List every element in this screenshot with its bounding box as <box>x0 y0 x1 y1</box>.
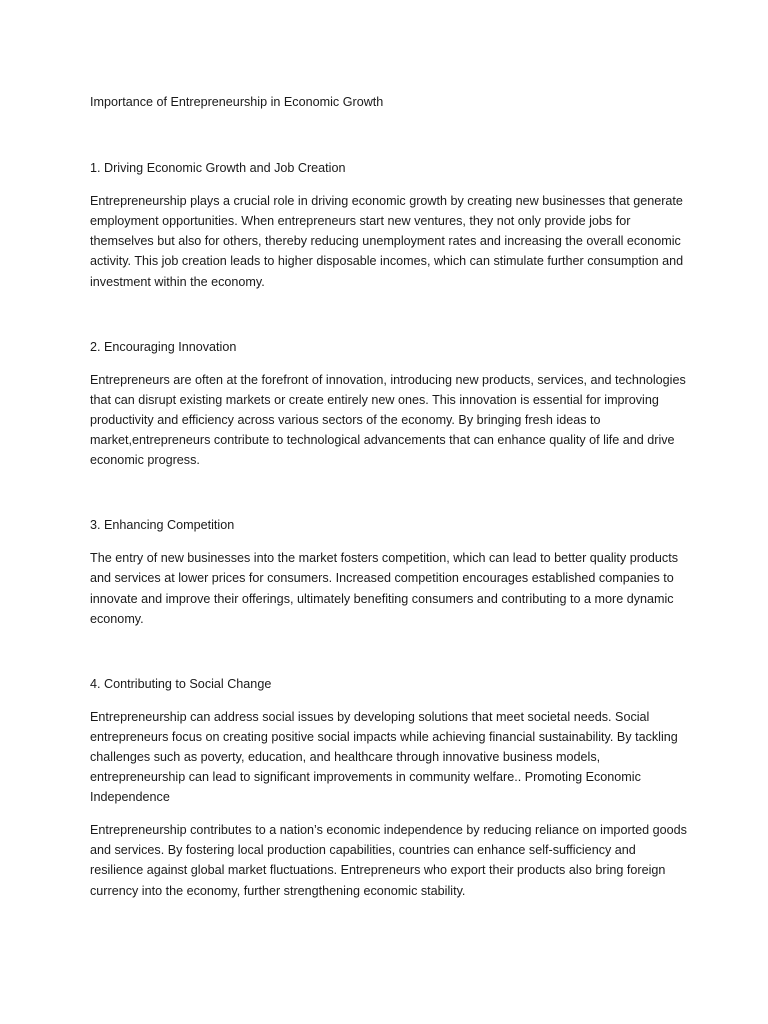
section-paragraph: Entrepreneurship plays a crucial role in driving economic growth by creating new businesses that generate employment opportunities. When entrepreneurs start new ventures, they not only provide jobs for themselves but also for others, thereby reducing unemployment rates and increasing the overall economic activity. This job creation leads to higher disposable incomes, which can stimulate further consumption and investment within the economy. <box>90 194 684 289</box>
section-paragraph: Entrepreneurship contributes to a nation’s economic independence by reducing reliance on imported goods and services. By fostering local production capabilities, countries can enhance self-sufficiency and resilience against global market fluctuations. Entrepreneurs who export their products also bring foreign currency into the economy, further strengthening economic stability. <box>90 823 687 898</box>
section-innovation <box>90 337 690 471</box>
section-heading: 4. Contributing to Social Change <box>90 676 272 691</box>
section-job-creation <box>90 158 690 292</box>
section-heading: 1. Driving Economic Growth and Job Creation <box>90 161 346 176</box>
section-heading: 2. Encouraging Innovation <box>90 339 237 354</box>
section-paragraph: The entry of new businesses into the market fosters competition, which can lead to better quality products and services at lower prices for consumers. Increased competition encourages established companies to innovate and improve their offerings, ultimately benefiting consumers and contributing to a more dynamic economy. <box>90 551 679 626</box>
section-social-change <box>90 674 690 901</box>
document-title: Importance of Entrepreneurship in Economic Growth <box>90 95 384 109</box>
section-competition <box>90 515 690 628</box>
section-heading: 3. Enhancing Competition <box>90 518 235 533</box>
section-paragraph: Entrepreneurship can address social issues by developing solutions that meet societal needs. Social entrepreneurs focus on creating positive social impacts while achieving financial sustainability. By tackling challenges such as poverty, education, and healthcare through innovative business models, entrepreneurship can lead to significant improvements in community welfare.. Promoting Economic Independence <box>90 709 678 805</box>
document-body <box>90 92 690 946</box>
section-paragraph: Entrepreneurs are often at the forefront of innovation, introducing new products, services, and technologies that can disrupt existing markets or create entirely new ones. This innovation is essential for improving productivity and efficiency across various sectors of the economy. By bringing fresh ideas to market,entrepreneurs contribute to technological advancements that can enhance quality of life and drive economic progress. <box>90 372 686 468</box>
